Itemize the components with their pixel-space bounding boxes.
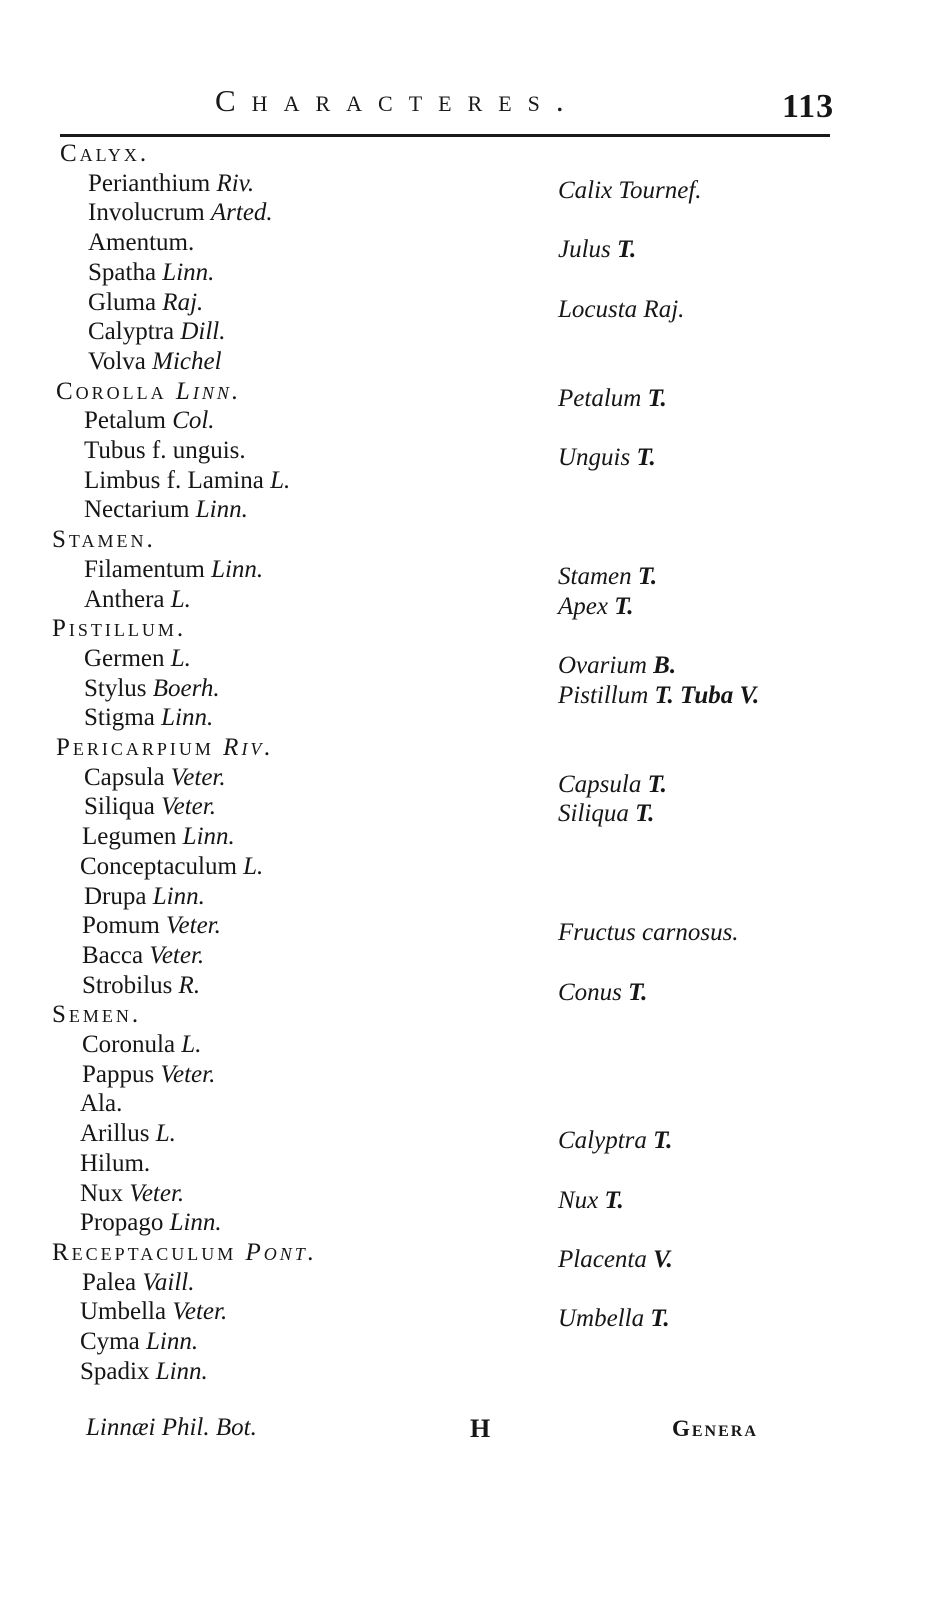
term-label: Umbella [80, 1298, 167, 1326]
term-authority: Arted. [210, 199, 273, 227]
synonym-label: Nux [558, 1186, 599, 1214]
term-label: Spatha [88, 258, 157, 286]
synonym-authority: T. [614, 592, 634, 620]
synonym-authority: T. [637, 562, 658, 590]
term-label: Nectarium [84, 496, 190, 524]
term-authority: Michel [152, 347, 222, 375]
term-authority: Riv. [216, 169, 255, 197]
term-label: Calyx. [60, 140, 150, 167]
term-authority: Linn. [155, 1357, 208, 1385]
term-label: Receptaculum [52, 1238, 237, 1266]
term-drupa [84, 882, 205, 912]
synonym-label: Stamen [558, 562, 632, 590]
term-ala [80, 1089, 122, 1119]
term-label: Drupa [84, 882, 147, 910]
term-calyx [60, 139, 149, 169]
term-label: Hilum. [80, 1149, 151, 1177]
term-calyptra [88, 317, 226, 347]
synonym-nux [558, 1186, 624, 1216]
term-label: Coronula [82, 1031, 176, 1058]
term-authority: Vaill. [142, 1268, 195, 1296]
synonym-amentum [558, 235, 636, 265]
term-label: Ala. [80, 1090, 123, 1118]
synonym-perianthium [558, 176, 702, 206]
running-title: Characteres. [215, 83, 580, 118]
synonym-anthera [558, 592, 633, 622]
synonym-label: Locusta Raj. [558, 295, 685, 323]
synonym-capsula [558, 770, 667, 800]
term-label: Nux [80, 1179, 124, 1207]
synonym-label: Fructus carnosus. [558, 919, 739, 947]
term-authority: Linn. [161, 704, 214, 732]
synonym-authority: T. Tuba V. [654, 681, 760, 709]
synonym-authority: T. [647, 384, 667, 412]
term-authority: Veter. [160, 1060, 216, 1088]
term-label: Pomum [82, 912, 160, 940]
page-number: 113 [782, 88, 835, 125]
term-authority: L. [170, 585, 191, 613]
term-label: Strobilus [82, 971, 173, 999]
term-authority: Veter. [170, 763, 226, 791]
synonym-label: Apex [558, 592, 608, 620]
term-label: Bacca [82, 941, 144, 969]
synonym-label: Umbella [558, 1305, 645, 1333]
term-label: Stylus [84, 674, 147, 702]
term-authority: Linn. [152, 882, 205, 910]
term-legumen [82, 822, 235, 852]
term-conceptaculum [80, 852, 263, 882]
term-authority: L. [170, 644, 191, 672]
term-label: Pistillum. [52, 615, 187, 643]
term-spatha [88, 258, 214, 288]
term-authority: R. [178, 971, 201, 999]
term-involucrum [88, 198, 273, 228]
synonym-arillus [558, 1126, 672, 1156]
term-label: Corolla [56, 377, 167, 405]
synonym-label: Calix Tournef. [558, 176, 702, 204]
synonym-label: Capsula [558, 770, 642, 798]
term-siliqua [84, 792, 216, 822]
term-pericarpium [56, 733, 274, 763]
term-pomum [82, 911, 221, 941]
term-authority: Linn. [182, 823, 235, 851]
term-receptaculum [52, 1238, 317, 1268]
term-nux [80, 1179, 184, 1209]
synonym-authority: B. [653, 651, 677, 679]
term-label: Germen [84, 644, 165, 672]
synonym-label: Pistillum [558, 681, 649, 709]
term-authority: Linn. [211, 555, 264, 583]
term-arillus [80, 1119, 176, 1149]
term-authority: Veter. [172, 1298, 228, 1326]
catchword: Genera [672, 1416, 758, 1441]
term-strobilus [82, 971, 200, 1001]
term-pappus [82, 1060, 215, 1090]
synonym-label: Placenta [558, 1245, 647, 1273]
term-label: Perianthium [88, 169, 211, 197]
header-rule [60, 134, 830, 137]
term-label: Legumen [82, 823, 177, 851]
term-cyma [80, 1327, 198, 1357]
synonym-strobilus [558, 978, 647, 1008]
term-authority: Linn. [169, 1209, 222, 1237]
term-propago [80, 1208, 222, 1238]
term-semen [52, 1000, 141, 1030]
term-label: Stamen. [52, 526, 156, 554]
term-label: Cyma [80, 1328, 140, 1355]
term-label: Limbus f. Lamina [84, 466, 264, 494]
term-volva [88, 347, 222, 377]
term-anthera [84, 585, 191, 615]
synonym-authority: T. [647, 770, 667, 798]
term-authority: Riv. [223, 734, 274, 761]
synonym-pomum [558, 918, 739, 948]
term-authority: Boerh. [152, 674, 220, 702]
term-authority: L. [270, 466, 291, 494]
term-petalum [84, 406, 215, 436]
term-label: Conceptaculum [80, 852, 237, 880]
term-label: Semen. [52, 1001, 142, 1029]
term-label: Palea [82, 1268, 137, 1296]
synonym-filamentum [558, 562, 657, 592]
term-label: Arillus [80, 1120, 150, 1148]
term-nectarium [84, 495, 248, 525]
term-pistillum [52, 614, 186, 644]
term-umbella [80, 1297, 227, 1327]
term-corolla [56, 377, 241, 407]
synonym-label: Ovarium [558, 651, 647, 679]
term-limbus [84, 466, 290, 496]
synonym-umbella [558, 1304, 670, 1334]
footer-source: Linnæi Phil. Bot. [86, 1414, 257, 1441]
term-stylus [84, 674, 220, 704]
term-authority: Dill. [180, 318, 226, 346]
synonym-siliqua [558, 799, 654, 829]
term-authority: Veter. [161, 793, 216, 821]
term-label: Petalum [84, 407, 166, 435]
term-authority: Pont. [245, 1238, 318, 1266]
term-label: Anthera [84, 585, 165, 613]
term-label: Filamentum [84, 555, 205, 583]
signature-mark: H [470, 1414, 491, 1443]
term-authority: Linn. [195, 496, 248, 524]
term-label: Pericarpium [56, 734, 214, 761]
synonym-authority: T. [650, 1305, 670, 1333]
term-authority: Raj. [162, 288, 204, 316]
term-germen [84, 644, 191, 674]
synonym-label: Julus [558, 236, 611, 264]
term-authority: L. [181, 1031, 202, 1058]
term-authority: L. [243, 852, 264, 880]
term-label: Tubus f. unguis. [84, 437, 246, 464]
term-authority: Veter. [149, 941, 205, 969]
synonym-gluma [558, 295, 684, 325]
term-authority: L. [155, 1120, 176, 1148]
term-authority: Veter. [166, 912, 221, 940]
synonym-label: Siliqua [558, 800, 629, 828]
synonym-authority: T. [636, 444, 656, 471]
term-authority: Veter. [129, 1179, 185, 1207]
term-filamentum [84, 555, 263, 585]
synonym-label: Conus [558, 978, 622, 1006]
term-label: Amentum. [88, 229, 195, 257]
synonym-germen [558, 651, 676, 681]
synonym-tubus [558, 443, 656, 473]
synonym-stylus [558, 681, 759, 711]
term-amentum [88, 228, 194, 258]
term-stamen [52, 525, 156, 555]
term-palea [82, 1268, 194, 1298]
synonym-authority: T. [628, 978, 648, 1006]
term-authority: Linn. [145, 1328, 199, 1355]
term-label: Siliqua [84, 793, 155, 821]
term-bacca [82, 941, 204, 971]
term-label: Stigma [84, 704, 155, 732]
synonym-label: Calyptra [558, 1127, 647, 1155]
synonym-label: Petalum [558, 384, 642, 412]
term-authority: Linn. [162, 258, 215, 286]
term-label: Involucrum [88, 199, 205, 227]
term-label: Propago [80, 1209, 164, 1237]
term-gluma [88, 288, 203, 318]
synonym-label: Unguis [558, 444, 631, 471]
term-label: Volva [88, 347, 146, 375]
term-label: Capsula [84, 763, 165, 791]
synonym-receptaculum [558, 1245, 673, 1275]
term-authority: Linn. [175, 377, 242, 405]
synonym-authority: V. [653, 1245, 673, 1273]
term-capsula [84, 763, 226, 793]
term-authority: Col. [172, 407, 215, 435]
term-tubus [84, 436, 246, 466]
synonym-authority: T. [604, 1186, 624, 1214]
term-stigma [84, 703, 213, 733]
term-hilum [80, 1149, 150, 1179]
term-label: Pappus [82, 1060, 155, 1088]
term-spadix [80, 1357, 208, 1387]
term-label: Calyptra [88, 318, 175, 346]
synonym-authority: T. [653, 1127, 673, 1155]
term-coronula [82, 1030, 201, 1060]
synonym-authority: T. [635, 800, 655, 828]
term-label: Spadix [80, 1357, 150, 1385]
synonym-authority: T. [617, 236, 637, 264]
term-label: Gluma [88, 288, 157, 316]
term-perianthium [88, 169, 254, 199]
synonym-corolla [558, 384, 667, 414]
